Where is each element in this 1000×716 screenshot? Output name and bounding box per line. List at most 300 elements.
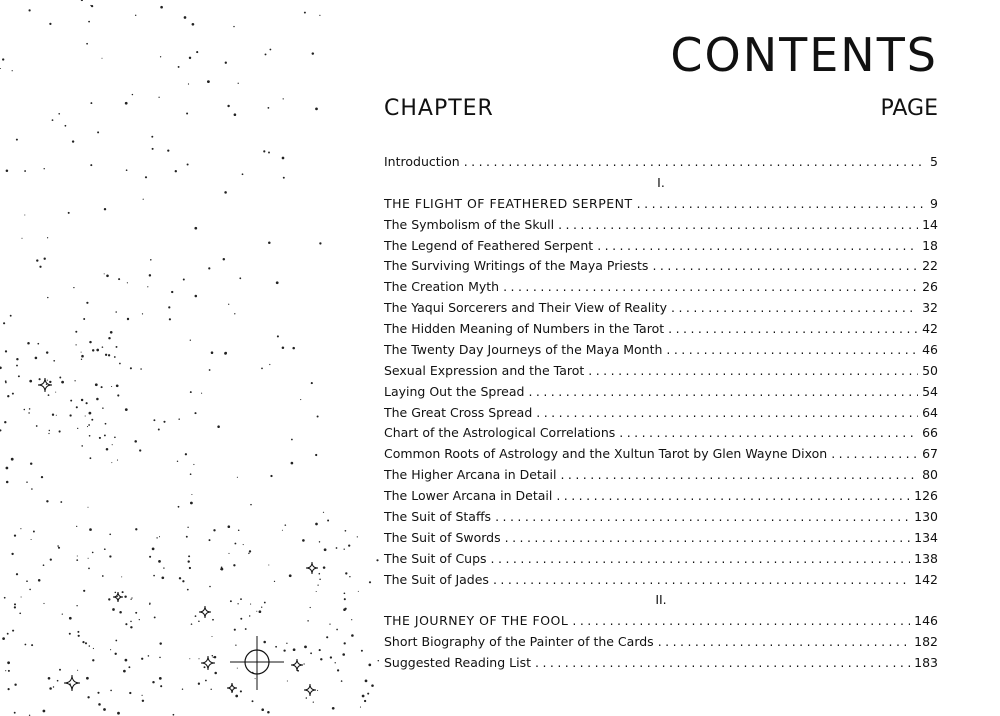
star-dot <box>242 173 244 175</box>
star-dot <box>179 577 181 579</box>
star-dot <box>149 604 150 605</box>
star-dot <box>7 661 10 664</box>
star-dot <box>49 23 51 25</box>
toc-entry[interactable] <box>384 194 938 215</box>
star-dot <box>187 527 188 528</box>
toc-entry[interactable] <box>384 298 938 319</box>
star-dot <box>182 580 184 582</box>
star-dot <box>6 467 9 470</box>
star-dot <box>310 607 311 608</box>
star-dot <box>108 598 110 600</box>
entry-page-number: 130 <box>914 508 938 524</box>
toc-entry[interactable] <box>384 340 938 361</box>
dot-leader <box>505 528 911 549</box>
star-dot <box>57 680 59 682</box>
star-dot <box>102 58 103 59</box>
star-dot <box>82 641 84 643</box>
dot-leader <box>535 653 910 674</box>
star-dot <box>12 70 13 71</box>
star-dot <box>336 629 338 631</box>
star-dot <box>126 169 128 171</box>
star-dot <box>243 544 244 545</box>
star-dot <box>85 415 86 416</box>
star-dot <box>161 576 164 579</box>
entry-page-number: 66 <box>922 425 938 441</box>
star-dot <box>261 607 262 608</box>
star-dot <box>21 238 22 239</box>
star-dot <box>268 565 269 566</box>
star-dot <box>31 539 32 540</box>
star-dot <box>348 544 350 546</box>
star-dot <box>95 383 98 386</box>
star-dot <box>159 657 161 659</box>
star-dot <box>323 566 326 569</box>
star-dot <box>223 258 225 260</box>
star-dot <box>104 434 106 436</box>
star-dot <box>83 318 85 320</box>
star-dot <box>344 549 345 550</box>
star-dot <box>3 322 5 324</box>
star-dot <box>86 302 88 304</box>
toc-entry[interactable] <box>384 507 938 528</box>
star-dot <box>304 12 306 14</box>
star-dot <box>234 543 236 545</box>
star-dot <box>351 619 352 620</box>
star-dot <box>337 669 339 671</box>
star-dot <box>264 602 266 604</box>
star-dot <box>360 707 361 708</box>
star-dot <box>102 575 104 577</box>
entry-page-number: 142 <box>914 571 938 587</box>
star-dot <box>81 445 83 447</box>
star-dot <box>234 113 237 116</box>
toc-entry[interactable] <box>384 465 938 486</box>
star-dot <box>48 433 49 434</box>
toc-entry[interactable] <box>384 152 938 173</box>
star-dot <box>89 457 91 459</box>
star-dot <box>127 282 128 283</box>
star-dot <box>173 714 175 716</box>
star-dot <box>189 57 191 59</box>
star-dot <box>344 598 346 600</box>
dot-leader <box>560 465 918 486</box>
star-dot <box>167 149 169 151</box>
star-dot <box>237 603 238 604</box>
star-dot <box>378 660 379 661</box>
star-dot <box>240 598 242 600</box>
star-dot <box>293 648 296 651</box>
star-dot <box>190 391 192 393</box>
star-dot <box>150 259 152 261</box>
star-dot <box>184 16 187 19</box>
star-dot <box>249 550 251 552</box>
star-dot <box>319 541 320 542</box>
star-dot <box>62 613 63 614</box>
toc-entry[interactable] <box>384 215 938 236</box>
star-dot <box>50 558 52 560</box>
star-dot <box>24 409 26 411</box>
dot-leader <box>597 236 918 257</box>
star-dot <box>110 690 112 692</box>
star-dot <box>274 581 275 582</box>
star-dot <box>250 504 252 506</box>
star-dot <box>59 377 61 379</box>
star-dot <box>168 306 170 308</box>
entry-title: Laying Out the Spread <box>384 383 525 399</box>
star-dot <box>6 481 9 484</box>
entry-title: The Suit of Cups <box>384 550 487 566</box>
star-dot <box>148 655 150 657</box>
star-dot <box>149 274 151 276</box>
dot-leader <box>495 507 910 528</box>
star-dot <box>177 461 178 462</box>
entry-page-number: 50 <box>922 362 938 378</box>
star-dot <box>112 608 115 611</box>
entry-title: The Suit of Jades <box>384 571 489 587</box>
star-dot <box>151 136 153 138</box>
star-dot <box>225 62 227 64</box>
star-dot <box>125 102 128 105</box>
star-dot <box>122 591 124 593</box>
star-dot <box>194 227 197 230</box>
star-dot <box>103 708 106 711</box>
star-dot <box>108 354 110 356</box>
star-dot <box>14 712 16 714</box>
star-dot <box>38 579 41 582</box>
star-dot <box>14 534 16 536</box>
star-dot <box>224 191 227 194</box>
toc-entry[interactable] <box>384 653 938 674</box>
star-dot <box>319 15 320 16</box>
star-dot <box>237 477 238 478</box>
star-dot <box>128 666 130 668</box>
star-dot <box>178 506 180 508</box>
star-dot <box>49 430 50 431</box>
star-dot <box>5 670 6 671</box>
star-dot <box>33 531 35 533</box>
star-dot <box>12 393 14 395</box>
entry-title: Short Biography of the Painter of the Cards <box>384 634 654 650</box>
star-dot <box>225 352 227 354</box>
star-dot <box>14 606 16 608</box>
toc-entry[interactable] <box>384 632 938 653</box>
star-dot <box>303 663 304 664</box>
star-dot <box>158 97 159 98</box>
dot-leader <box>503 277 918 298</box>
star-dot <box>129 692 131 694</box>
star-dot <box>313 701 314 702</box>
star-dot <box>5 380 7 382</box>
star-dot <box>59 430 61 432</box>
star-dot <box>217 425 220 428</box>
star-dot <box>188 83 189 84</box>
star-dot <box>198 683 200 685</box>
star-dot <box>43 603 44 604</box>
star-dot <box>111 462 112 463</box>
star-dot <box>44 168 45 169</box>
part-heading: II. <box>655 592 667 608</box>
dot-leader <box>588 361 918 382</box>
star-dot <box>145 176 147 178</box>
star-dot <box>111 386 112 387</box>
star-dot <box>60 501 62 503</box>
star-dot <box>114 436 116 438</box>
star-dot <box>142 313 143 314</box>
star-dot <box>89 645 91 647</box>
toc-entry[interactable] <box>384 319 938 340</box>
star-dot <box>233 564 235 566</box>
star-dot <box>28 9 30 11</box>
star-dot <box>102 407 104 409</box>
star-dot <box>96 398 99 401</box>
star-dot <box>152 548 155 551</box>
star-dot <box>190 473 192 475</box>
star-dot <box>282 157 285 160</box>
star-dot <box>112 444 113 445</box>
star-dot <box>130 621 132 623</box>
toc-entry[interactable] <box>384 361 938 382</box>
star-dot <box>193 464 194 465</box>
star-dot <box>76 406 78 408</box>
star-dot <box>287 680 288 681</box>
entry-page-number: 5 <box>930 154 938 169</box>
star-dot <box>106 274 109 277</box>
toc-entry[interactable] <box>384 611 938 632</box>
star-dot <box>20 528 21 529</box>
star-dot <box>371 684 374 687</box>
toc-entry[interactable] <box>384 277 938 298</box>
star-dot <box>77 428 78 429</box>
star-dot <box>158 560 161 563</box>
star-dot <box>345 530 347 532</box>
star-dot <box>319 649 321 651</box>
toc-entry[interactable] <box>384 528 938 549</box>
star-dot <box>16 358 18 360</box>
toc-entry[interactable] <box>384 549 938 570</box>
entry-title: Introduction <box>384 154 460 169</box>
star-dot <box>329 623 330 624</box>
sparkle-star-icon <box>306 562 318 574</box>
star-dot <box>7 395 9 397</box>
star-dot <box>368 664 371 667</box>
star-dot <box>8 670 10 672</box>
star-dot <box>209 369 211 371</box>
sparkle-star-icon <box>201 656 215 670</box>
star-dot <box>119 363 121 365</box>
star-dot <box>16 139 18 141</box>
star-dot <box>188 560 190 562</box>
star-dot <box>119 611 122 614</box>
star-dot <box>153 575 155 577</box>
chapter-column-header: CHAPTER <box>384 96 494 121</box>
star-dot <box>159 536 160 537</box>
star-dot <box>300 399 301 400</box>
star-dot <box>88 558 89 559</box>
star-dot <box>276 281 279 284</box>
star-dot <box>48 677 51 680</box>
star-dot <box>365 680 368 683</box>
star-dot <box>342 653 345 656</box>
star-dot <box>319 242 321 244</box>
star-dot <box>369 581 371 583</box>
star-dot <box>7 633 9 635</box>
star-dot <box>99 437 101 439</box>
page-title: CONTENTS <box>670 28 938 82</box>
star-dot <box>115 592 117 594</box>
dot-leader <box>556 486 910 507</box>
star-dot <box>249 615 250 616</box>
star-dot <box>105 423 107 425</box>
star-dot <box>106 448 109 451</box>
dot-leader <box>536 403 918 424</box>
star-dot <box>125 623 127 625</box>
star-dot <box>43 564 45 566</box>
star-dot <box>77 670 78 671</box>
star-dot <box>36 259 38 261</box>
toc-entry[interactable] <box>384 382 938 403</box>
star-dot <box>319 578 321 580</box>
star-dot <box>156 537 157 538</box>
star-dot <box>117 712 120 715</box>
star-dot <box>49 687 52 690</box>
entry-page-number: 138 <box>914 550 938 566</box>
star-dot <box>159 642 161 644</box>
page-column-header: PAGE <box>880 96 938 121</box>
entry-title: Suggested Reading List <box>384 655 531 670</box>
star-dot <box>26 580 28 582</box>
table-of-contents <box>384 152 938 674</box>
star-dot <box>139 619 140 620</box>
dot-leader <box>491 549 911 570</box>
star-dot <box>351 634 354 637</box>
star-dot <box>315 523 318 526</box>
star-dot <box>195 295 198 298</box>
star-dot <box>357 536 358 537</box>
dot-leader <box>668 319 918 340</box>
entry-title: The Legend of Feathered Serpent <box>384 237 594 253</box>
toc-entry[interactable] <box>384 444 938 465</box>
star-dot <box>30 462 32 464</box>
star-dot <box>228 553 229 554</box>
sparkle-star-icon <box>199 606 211 618</box>
star-dot <box>289 574 292 577</box>
toc-entry[interactable] <box>384 403 938 424</box>
entry-title: The Yaqui Sorcerers and Their View of Reality <box>384 300 667 316</box>
star-dot <box>315 454 317 456</box>
star-dot <box>47 297 48 298</box>
entry-title: The Creation Myth <box>384 279 500 295</box>
star-dot <box>240 690 242 692</box>
star-dot <box>47 237 48 238</box>
toc-entry[interactable] <box>384 236 938 257</box>
star-dot <box>362 695 365 698</box>
star-dot <box>88 568 90 570</box>
star-dot <box>256 611 257 612</box>
star-dot <box>65 125 67 127</box>
star-dot <box>89 341 91 343</box>
star-dot <box>315 108 318 111</box>
entry-page-number: 67 <box>922 446 938 462</box>
star-dot <box>134 440 137 443</box>
toc-entry[interactable] <box>384 486 938 507</box>
star-dot <box>169 318 171 320</box>
star-dot <box>252 700 254 702</box>
part-heading: I. <box>657 174 665 190</box>
entry-page-number: 126 <box>914 488 938 503</box>
star-dot <box>104 208 106 210</box>
toc-entry[interactable] <box>384 256 938 277</box>
star-dot <box>27 342 30 345</box>
star-dot <box>277 335 279 337</box>
star-dot <box>153 419 155 421</box>
star-dot <box>130 626 132 628</box>
star-dot <box>341 680 343 682</box>
star-dot <box>178 66 180 68</box>
entry-page-number: 14 <box>922 216 938 232</box>
star-dot <box>267 107 269 109</box>
dot-leader <box>637 194 926 215</box>
entry-page-number: 46 <box>922 341 938 357</box>
star-dot <box>68 212 70 214</box>
star-dot <box>0 68 1 69</box>
star-dot <box>160 6 163 9</box>
star-dot <box>316 591 317 592</box>
entry-page-number: 80 <box>922 467 938 483</box>
entry-title: The Suit of Staffs <box>384 508 492 524</box>
star-dot <box>11 553 13 555</box>
toc-entry[interactable] <box>384 570 938 591</box>
entry-title: Chart of the Astrological Correlations <box>384 425 616 441</box>
star-dot <box>245 628 247 630</box>
star-dot <box>2 637 5 640</box>
toc-entry[interactable] <box>384 423 938 444</box>
star-dot <box>76 526 77 527</box>
dot-leader <box>666 340 918 361</box>
entry-title: The Great Cross Spread <box>384 404 533 420</box>
star-dot <box>61 381 64 384</box>
dot-leader <box>572 611 910 632</box>
star-dot <box>152 681 154 683</box>
star-dot <box>154 616 156 618</box>
star-dot <box>49 381 51 383</box>
star-dot <box>227 105 229 107</box>
dot-leader <box>658 632 910 653</box>
star-dot <box>52 414 54 416</box>
star-dot <box>31 644 33 646</box>
entry-title: The Hidden Meaning of Numbers in the Tarot <box>384 321 665 336</box>
star-dot <box>29 380 32 383</box>
star-dot <box>263 641 266 644</box>
star-dot <box>8 688 10 690</box>
star-dot <box>104 273 105 274</box>
star-dot <box>235 645 236 646</box>
star-dot <box>53 686 54 687</box>
star-dot <box>135 612 137 614</box>
entry-page-number: 182 <box>914 634 938 650</box>
star-dot <box>81 399 83 401</box>
star-dot <box>28 412 29 413</box>
star-dot <box>349 576 350 577</box>
entry-title: Common Roots of Astrology and the Xultun Tarot by Glen Wayne Dixon <box>384 446 828 462</box>
star-dot <box>163 567 164 568</box>
star-dot <box>39 266 41 268</box>
sparkle-star-icon <box>291 659 303 671</box>
star-dot <box>238 530 240 532</box>
star-dot <box>283 649 285 651</box>
sparkle-star-icon <box>64 675 80 691</box>
star-dot <box>263 150 265 152</box>
dot-leader <box>464 152 926 173</box>
